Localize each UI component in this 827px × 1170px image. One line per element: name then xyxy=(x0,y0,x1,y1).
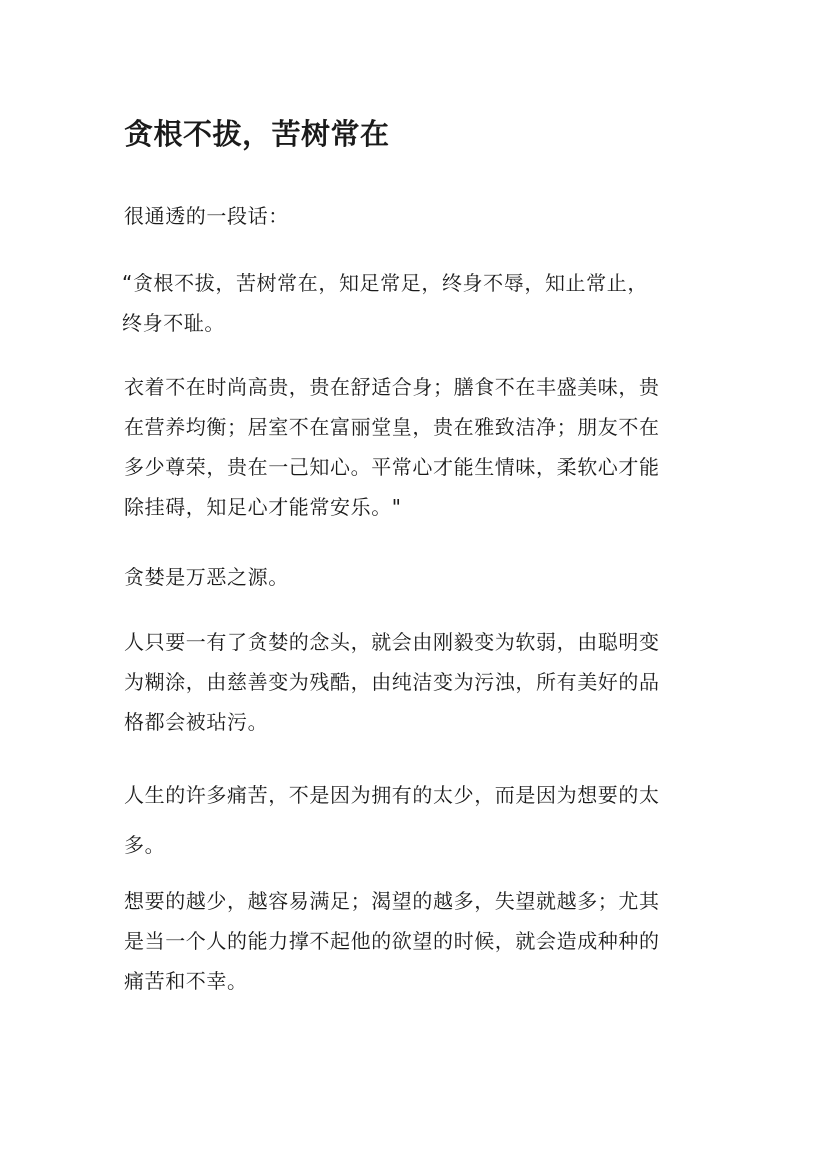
paragraph-line: 在营养均衡；居室不在富丽堂皇，贵在雅致洁净；朋友不在 xyxy=(124,415,660,439)
paragraph-line: 多。 xyxy=(124,833,166,857)
paragraph-line: 人只要一有了贪婪的念头，就会由刚毅变为软弱，由聪明变 xyxy=(124,630,660,654)
paragraph-line: 多少尊荣，贵在一己知心。平常心才能生情味，柔软心才能 xyxy=(124,455,660,479)
paragraph-line: 痛苦和不幸。 xyxy=(124,969,248,993)
paragraph-line: 除挂碍，知足心才能常安乐。" xyxy=(124,495,402,519)
paragraph-line: 格都会被玷污。 xyxy=(124,710,269,734)
paragraph-line: 为糊涂，由慈善变为残酷，由纯洁变为污浊，所有美好的品 xyxy=(124,670,660,694)
paragraph-lifestyle xyxy=(124,367,704,527)
paragraph-line: 终身不耻。 xyxy=(122,311,225,335)
paragraph-line: 人生的许多痛苦，不是因为拥有的太少，而是因为想要的太 xyxy=(124,783,660,807)
paragraph-greed-root xyxy=(124,557,704,597)
paragraph-line: 很通透的一段话： xyxy=(124,204,289,228)
paragraph-line: “贪根不拔，苦树常在，知足常足，终身不辱，知止常止， xyxy=(122,271,648,295)
paragraph-desire xyxy=(124,881,704,1001)
paragraph-line: 是当一个人的能力撑不起他的欲望的时候，就会造成种种的 xyxy=(124,929,660,953)
paragraph-quote xyxy=(122,263,702,343)
paragraph-greed-effects xyxy=(124,622,704,742)
paragraph-suffering xyxy=(124,770,704,870)
paragraph-line: 想要的越少，越容易满足；渴望的越多，失望就越多；尤其 xyxy=(124,889,660,913)
paragraph-intro xyxy=(124,196,704,236)
document-title: 贪根不拔，苦树常在 xyxy=(124,117,390,151)
paragraph-line: 贪婪是万恶之源。 xyxy=(124,565,289,589)
paragraph-line: 衣着不在时尚高贵，贵在舒适合身；膳食不在丰盛美味，贵 xyxy=(124,375,660,399)
